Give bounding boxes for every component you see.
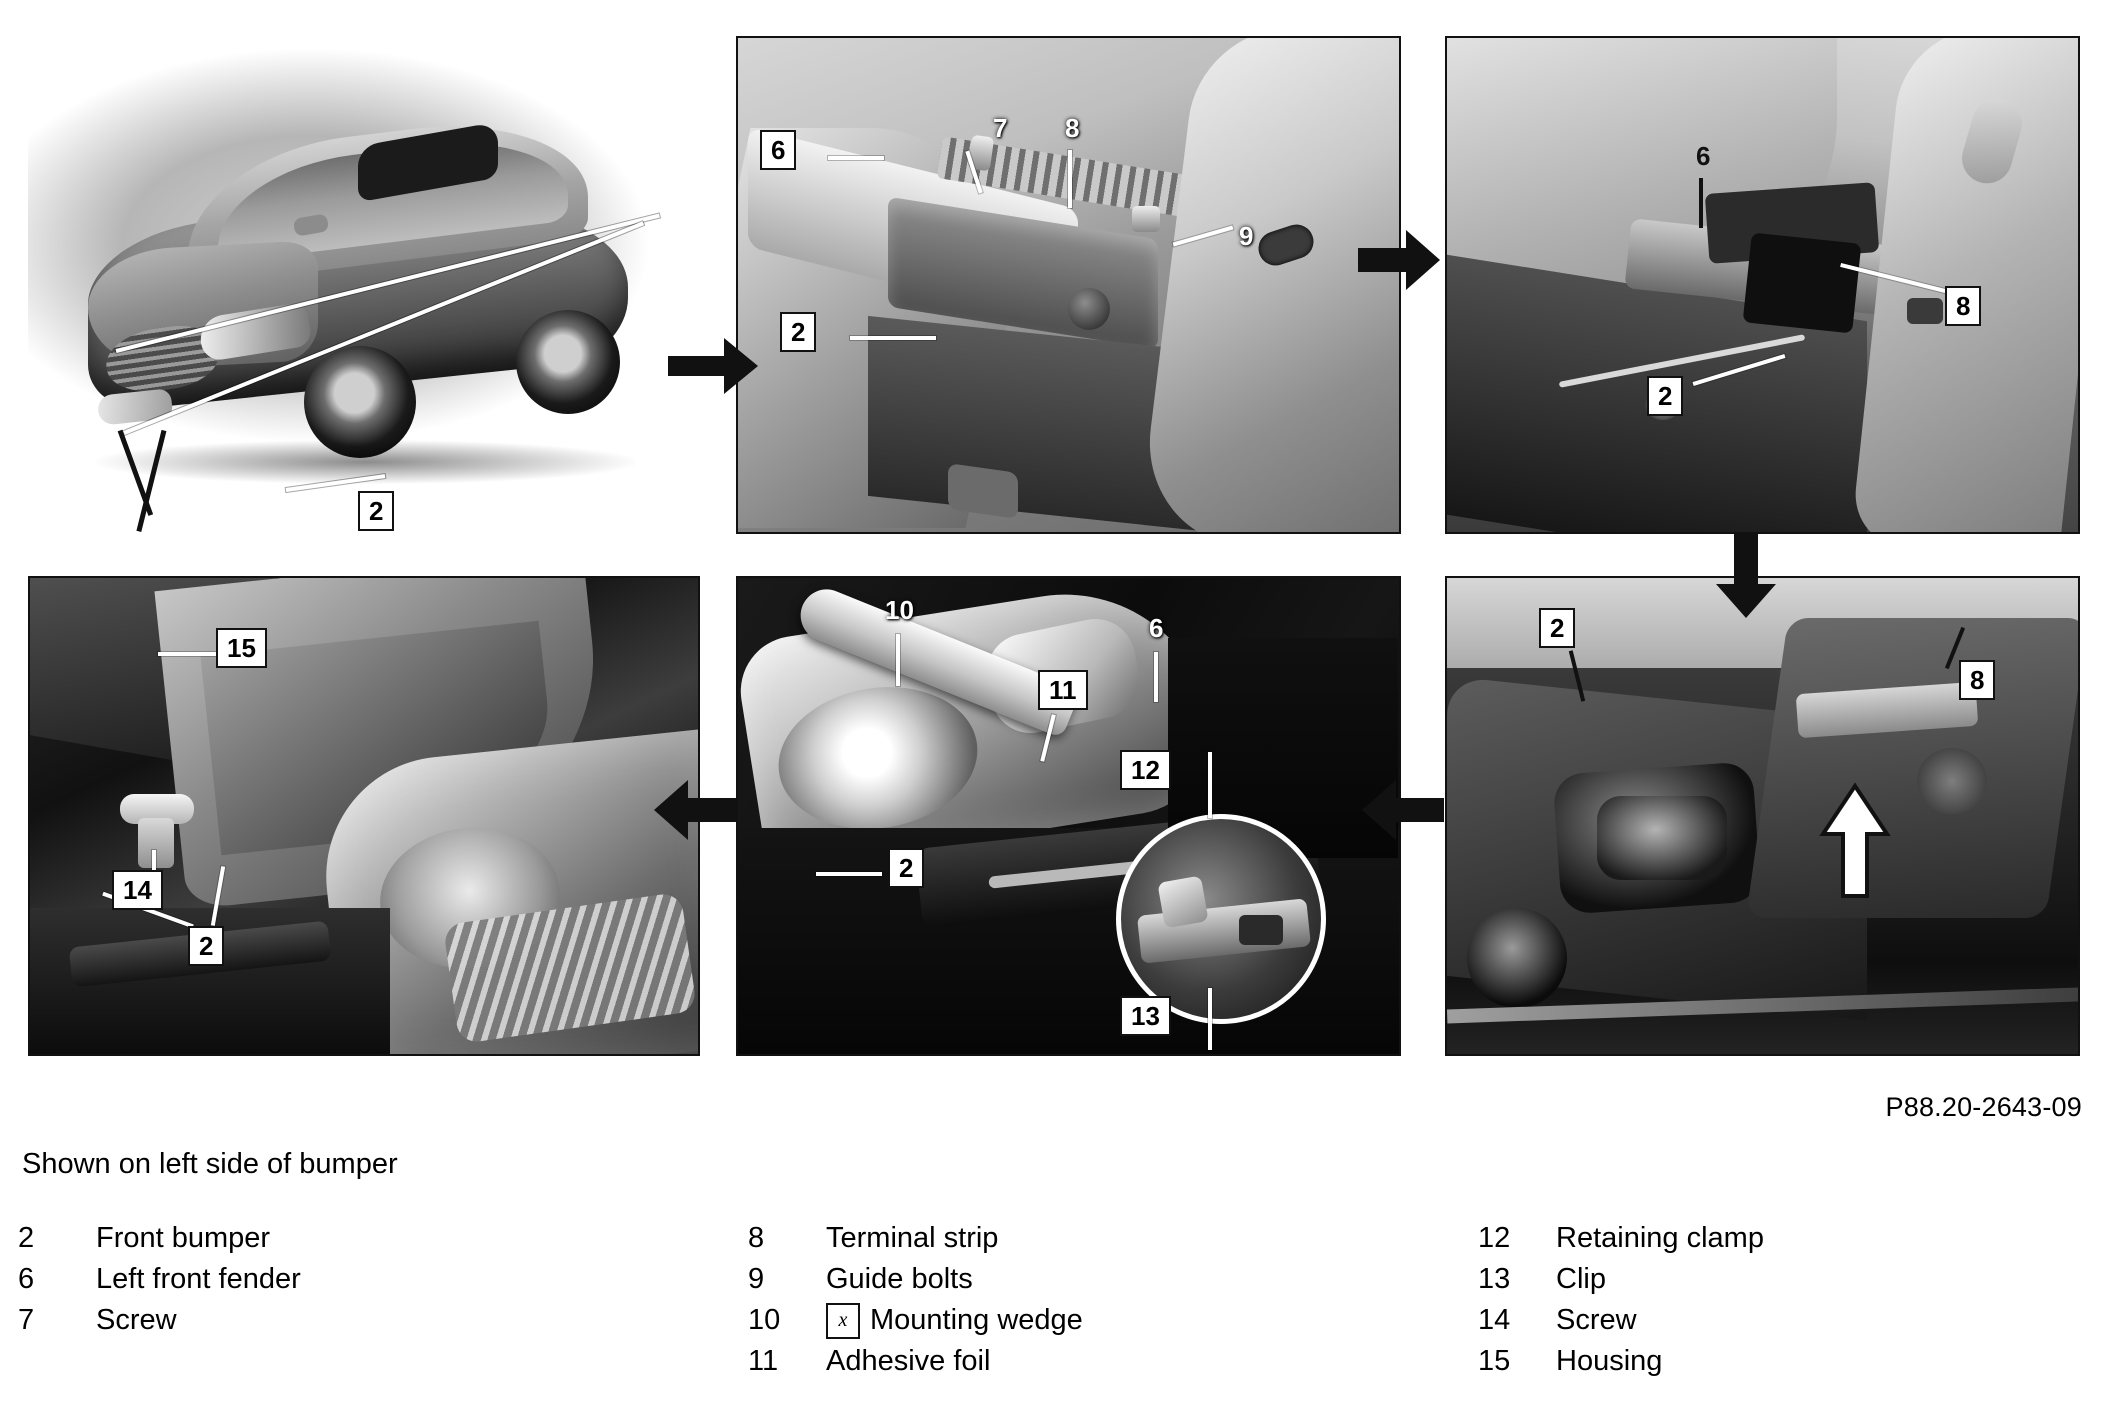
bumper-bracket-photo (1447, 578, 2078, 1054)
legend-num: 14 (1478, 1304, 1511, 1336)
legend-label: Terminal strip (826, 1222, 999, 1254)
car-illustration (68, 96, 668, 426)
legend-label: Housing (1556, 1345, 1663, 1377)
panel-vehicle-overview (28, 36, 700, 534)
callout-10-bottom-middle: 10 (885, 595, 914, 625)
legend-num: 11 (748, 1345, 779, 1377)
figure-assembly (28, 36, 2080, 1056)
panel-bumper-bracket (1445, 576, 2080, 1056)
legend-item (1478, 1218, 2078, 1259)
callout-2-top-right: 2 (1647, 376, 1683, 416)
legend-num: 8 (748, 1222, 765, 1254)
housing-screw-photo (30, 578, 698, 1054)
callout-8-bottom-right: 8 (1959, 660, 1995, 700)
callout-6-bottom-middle: 6 (1149, 613, 1164, 643)
legend-item (1478, 1341, 2078, 1382)
legend (18, 1218, 2088, 1382)
legend-item (1478, 1300, 2078, 1341)
panel-bumper-fender-joint (1445, 36, 2080, 534)
callout-2-bottom-right: 2 (1539, 608, 1575, 648)
figure-note: Shown on left side of bumper (22, 1148, 398, 1180)
fender-terminal-strip-photo (738, 38, 1399, 532)
flow-arrow-down (1714, 534, 1778, 618)
callout-2-bottom-left: 2 (188, 926, 224, 966)
callout-8-tick (1068, 150, 1072, 208)
legend-column-3 (1478, 1218, 2078, 1382)
legend-label: Screw (1556, 1304, 1637, 1336)
callout-7-top-left: 7 (993, 113, 1008, 143)
legend-label: Front bumper (96, 1222, 271, 1254)
callout-6-top-right: 6 (1696, 141, 1711, 171)
legend-num: 12 (1478, 1222, 1511, 1254)
legend-num: 7 (18, 1304, 35, 1336)
callout-2-bottom-middle: 2 (888, 848, 924, 888)
callout-2-tick (850, 336, 936, 340)
legend-label: Clip (1556, 1263, 1606, 1295)
callout-8-top-left: 8 (1065, 113, 1080, 143)
callout-8-top-right: 8 (1945, 286, 1981, 326)
legend-column-1 (18, 1218, 748, 1382)
flow-arrow-right-2 (1358, 228, 1440, 292)
magnified-detail-circle (1116, 814, 1326, 1024)
legend-label: Retaining clamp (1556, 1222, 1764, 1254)
figure-id: P88.20-2643-09 (1885, 1092, 2082, 1122)
legend-num: 6 (18, 1263, 35, 1295)
legend-item (18, 1300, 748, 1341)
callout-15-bottom-left: 15 (216, 628, 267, 668)
vehicle-photo (28, 36, 700, 534)
callout-14-bottom-left: 14 (112, 870, 163, 910)
headlamp-mounting-wedge-photo (738, 578, 1399, 1054)
callout-6-tick-tr (1699, 178, 1703, 228)
panel-headlamp-mounting-wedge (736, 576, 1401, 1056)
legend-num: 10 (748, 1304, 781, 1336)
legend-item (748, 1259, 1478, 1300)
legend-num: 15 (1478, 1345, 1511, 1377)
legend-label: Guide bolts (826, 1263, 973, 1295)
legend-label: Screw (96, 1304, 177, 1336)
callout-6-top-left: 6 (760, 130, 796, 170)
legend-column-2 (748, 1218, 1478, 1382)
pointer-arrow-icon (1817, 778, 1893, 898)
flow-arrow-left-2 (654, 778, 736, 842)
callout-15-tick (158, 652, 220, 656)
legend-item (748, 1218, 1478, 1259)
callout-2-top-left: 2 (780, 312, 816, 352)
legend-item (748, 1300, 1478, 1341)
callout-13-bottom-middle: 13 (1120, 996, 1171, 1036)
legend-item (1478, 1259, 2078, 1300)
callout-6-tick-bm (1154, 652, 1158, 702)
bumper-fender-joint-photo (1447, 38, 2078, 532)
callout-12-bottom-middle: 12 (1120, 750, 1171, 790)
legend-item (18, 1218, 748, 1259)
legend-item (18, 1259, 748, 1300)
legend-num: 9 (748, 1263, 765, 1295)
callout-10-tick (896, 634, 900, 686)
flow-arrow-right-1 (668, 336, 758, 396)
legend-label-with-icon (826, 1303, 1083, 1339)
panel-housing-screw (28, 576, 700, 1056)
legend-label: Mounting wedge (870, 1304, 1083, 1336)
legend-num: 13 (1478, 1263, 1511, 1295)
callout-6-tick (828, 156, 884, 160)
wedge-tool-icon: x (826, 1303, 860, 1339)
callout-9-top-left: 9 (1239, 221, 1254, 251)
callout-12-tick (1208, 752, 1212, 818)
callout-11-bottom-middle: 11 (1038, 670, 1088, 710)
legend-item (748, 1341, 1478, 1382)
panel-fender-terminal-strip (736, 36, 1401, 534)
legend-label: Adhesive foil (826, 1345, 991, 1377)
legend-label: Left front fender (96, 1263, 301, 1295)
legend-num: 2 (18, 1222, 35, 1254)
callout-2-vehicle: 2 (358, 491, 394, 531)
callout-2-tick-bm (816, 872, 882, 876)
callout-13-tick (1208, 988, 1212, 1050)
flow-arrow-left-1 (1362, 778, 1444, 842)
